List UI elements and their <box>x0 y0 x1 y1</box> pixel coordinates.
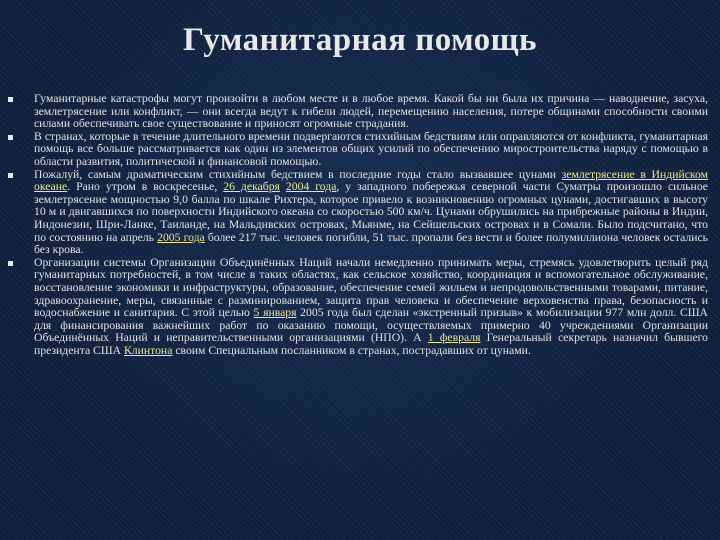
bullet-text <box>34 168 708 257</box>
bullet-text <box>34 92 708 130</box>
slide-title: Гуманитарная помощь <box>183 22 537 58</box>
square-bullet-icon <box>8 135 13 140</box>
hyperlink[interactable]: землетрясение в Индийском океане <box>34 167 708 194</box>
text-run: Генеральный секретарь назначил бывшего президента США <box>34 331 709 357</box>
text-run: Организации системы Организации Объединённых Наций начали немедленно принимать меры, стремясь удовлетворить целый ряд гуманитарных потребностей, в том числе в таких областях, как сельское хозяйство, координация и вспомогательное обслуживание, восстановление экономики и инфраструктуры, образование, обеспечение семей жильем и непродовольственными товарами, питание, здравоохранение, меры, связанные с разминированием, защита прав человека и обеспечение верховенства права, безопасность и водоснабжение и санитария. С этой целью <box>34 255 708 320</box>
hyperlink[interactable]: 5 января <box>253 306 297 320</box>
text-run: Пожалуй, самым драматическим стихийным бедствием в последние годы стало вызвавшее цунами <box>34 167 562 181</box>
bullet-item <box>8 93 708 131</box>
hyperlink[interactable]: 2004 года <box>285 180 337 194</box>
text-run: В странах, которые в течение длительного времени подвергаются стихийным бедствиям или оправляются от конфликта, гуманитарная помощь все больше рассматривается как один из элементов общих усилий по обеспечению миростроительства наряду с помощью в области развития, политической и финансовой помощью. <box>34 129 708 168</box>
square-bullet-icon <box>8 261 13 266</box>
hyperlink[interactable]: 2005 года <box>157 230 205 244</box>
text-run: , у западного побережья северной части Суматры произошло сильное землетрясение мощностью 9,0 балла по шкале Рихтера, которое привело к возникновению огромных цунами, достигавших в высоту 10 м и двигавшихся по поверхности Индийского океана со скоростью 500 км/ч. Цунами обрушились на прибрежные районы в Индии, Индонезии, Шри-Ланке, Таиланде, на Мальдивских островах, Мьянме, на Сейшельских островах и в Сомали. Было подсчитано, что по состоянию на апрель <box>34 180 708 244</box>
bullet-item <box>8 169 708 257</box>
text-run: Гуманитарные катастрофы могут произойти в любом месте и в любое время. Какой бы ни была их причина — наводнение, засуха, землетрясение или конфликт, — они всегда ведут к гибели людей, перемещению населения, потере общинами способности своими силами обеспечивать свое существование и приносят огромные страдания. <box>34 92 708 131</box>
bullet-list <box>8 93 708 357</box>
text-run: 2005 года был сделан «экстренный призыв» к мобилизации 977 млн долл. США для финансирования важнейших работ по оказанию помощи, осуществляемых примерно 40 учреждениями Организации Объединённых Наций и неправительственными организациями (НПО). А <box>34 306 708 345</box>
bullet-item <box>8 257 708 358</box>
hyperlink[interactable]: Клинтона <box>124 343 173 357</box>
hyperlink[interactable]: 1 февраля <box>427 331 481 345</box>
bullet-item <box>8 131 708 169</box>
square-bullet-icon <box>8 97 13 102</box>
square-bullet-icon <box>8 173 13 178</box>
text-run: . Рано утром в воскресенье, <box>67 180 224 194</box>
text-run: более 217 тыс. человек погибли, 51 тыс. пропали без вести и более полумиллиона человек остались без крова. <box>34 230 708 257</box>
text-run: своим Специальным посланником в странах, пострадавших от цунами. <box>172 343 531 357</box>
bullet-text <box>34 130 708 168</box>
bullet-text <box>34 256 708 357</box>
hyperlink[interactable]: 26 декабря <box>223 180 280 194</box>
